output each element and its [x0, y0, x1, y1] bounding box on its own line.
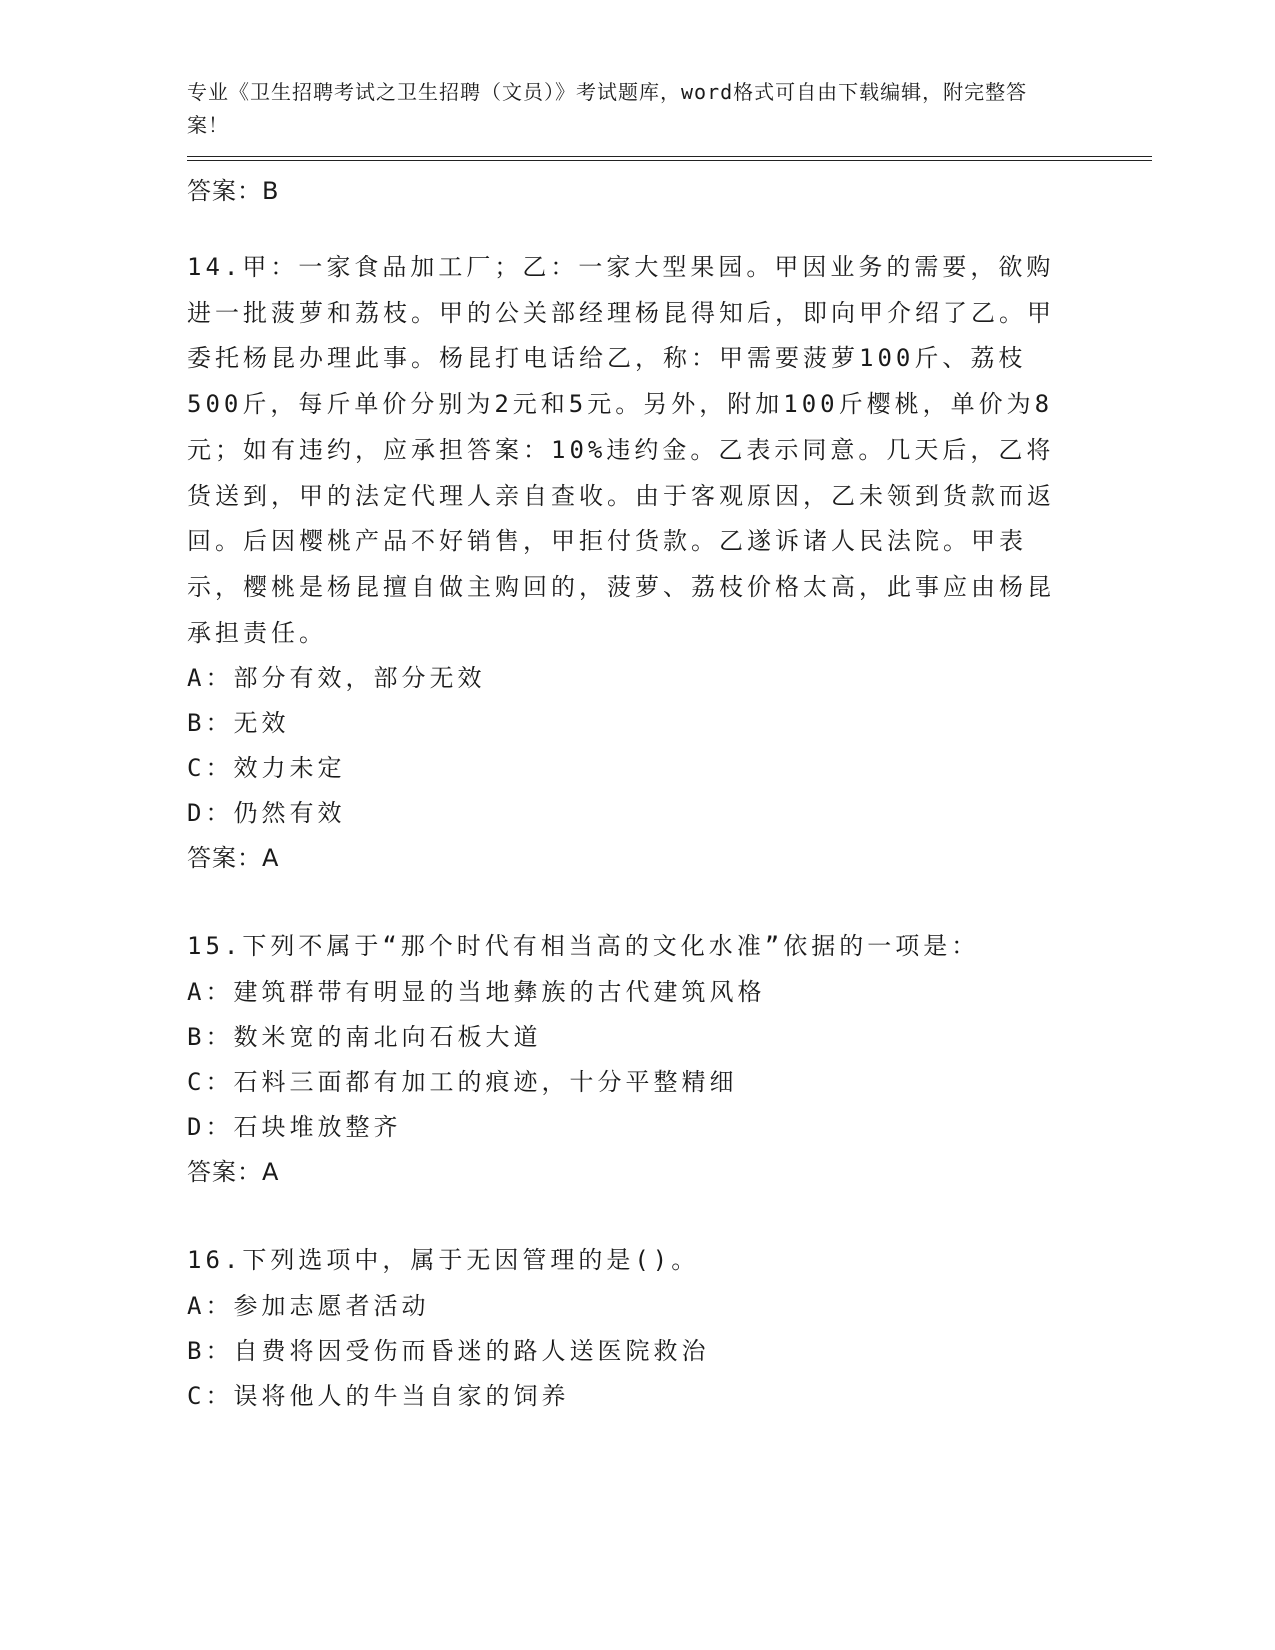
option-b: B：数米宽的南北向石板大道 [187, 1023, 542, 1052]
option-d: D：仍然有效 [187, 799, 346, 828]
question-block [187, 1238, 1187, 1419]
option-a: A：部分有效，部分无效 [187, 664, 486, 693]
option-a: A：建筑群带有明显的当地彝族的古代建筑风格 [187, 978, 766, 1007]
option-b: B：无效 [187, 709, 290, 738]
question-block [187, 245, 1187, 881]
option-c: C：误将他人的牛当自家的饲养 [187, 1381, 570, 1410]
option-b: B：自费将因受伤而昏迷的路人送医院救治 [187, 1336, 710, 1365]
option-c: C：效力未定 [187, 754, 346, 783]
question-stem: 16.下列选项中，属于无因管理的是()。 [187, 1246, 700, 1275]
option-c: C：石料三面都有加工的痕迹，十分平整精细 [187, 1068, 738, 1097]
answer-line: 答案：B [187, 177, 280, 205]
question-stem: 14.甲：一家食品加工厂；乙：一家大型果园。甲因业务的需要，欲购进一批菠萝和荔枝。甲的公关部经理杨昆得知后，即向甲介绍了乙。甲委托杨昆办理此事。杨昆打电话给乙，称：甲需要菠萝100斤、荔枝500斤，每斤单价分别为2元和5元。另外，附加100斤樱桃，单价为8元；如有违约，应承担答案：10%违约金。乙表示同意。几天后，乙将货送到，甲的法定代理人亲自查收。由于客观原因，乙未领到货款而返回。后因樱桃产品不好销售，甲拒付货款。乙遂诉诸人民法院。甲表示，樱桃是杨昆擅自做主购回的，菠萝、荔枝价格太高，此事应由杨昆承担责任。 [187, 253, 1055, 647]
document-page [187, 0, 1187, 1419]
option-d: D：石块堆放整齐 [187, 1113, 402, 1142]
question-stem: 15.下列不属于“那个时代有相当高的文化水准”依据的一项是： [187, 932, 980, 961]
header-divider [187, 156, 1152, 161]
page-header: 专业《卫生招聘考试之卫生招聘（文员）》考试题库，word格式可自由下载编辑，附完整答案！ [187, 80, 1028, 137]
option-a: A：参加志愿者活动 [187, 1291, 430, 1320]
answer-line: 答案：A [187, 1158, 280, 1187]
question-block [187, 924, 1187, 1195]
answer-line: 答案：A [187, 844, 280, 873]
